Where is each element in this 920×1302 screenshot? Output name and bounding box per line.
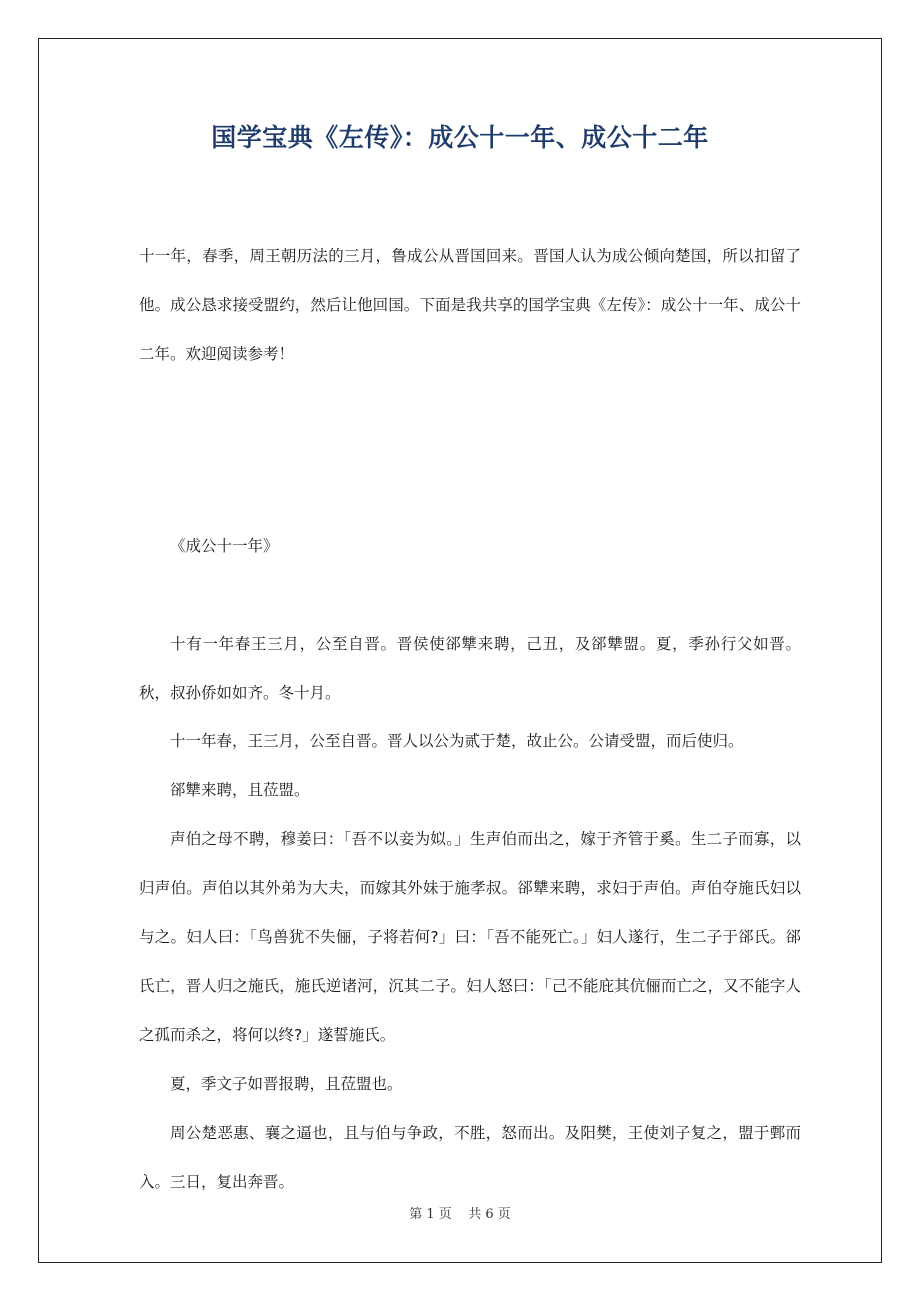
body-paragraph: 郤犨来聘，且莅盟。: [170, 781, 310, 799]
body-paragraph: 十一年春，王三月，公至自晋。晋人以公为贰于楚，故止公。公请受盟，而后使归。: [170, 732, 744, 750]
page-number: 第 1 页: [409, 1207, 452, 1222]
body-paragraph: 周公楚恶惠、襄之逼也，且与伯与争政，不胜，怒而出。及阳樊，王使刘子复之，盟于鄄而入。三日，复出奔晋。: [139, 1124, 801, 1191]
document-title: 国学宝典《左传》：成公十一年、成公十二年: [211, 123, 709, 152]
body-paragraph: 声伯之母不聘，穆姜曰：「吾不以妾为姒。」生声伯而出之，嫁于齐管于奚。生二子而寡，以归声伯。声伯以其外弟为大夫，而嫁其外妹于施孝叔。郤犨来聘，求妇于声伯。声伯夺施氏妇以与之。妇人曰：「鸟兽犹不失俪，子将若何?」曰：「吾不能死亡。」妇人遂行，生二子于郤氏。郤氏亡，晋人归之施氏，施氏逆诸河，沉其二子。妇人怒曰：「己不能庇其伉俪而亡之，又不能字人之孤而杀之，将何以终?」遂誓施氏。: [139, 830, 801, 1044]
page-total: 共 6 页: [468, 1207, 511, 1222]
footer-separator: [452, 1207, 469, 1222]
section-heading: 《成公十一年》: [170, 537, 279, 555]
intro-paragraph: 十一年，春季，周王朝历法的三月，鲁成公从晋国回来。晋国人认为成公倾向楚国，所以扣留了他。成公恳求接受盟约，然后让他回国。下面是我共享的国学宝典《左传》：成公十一年、成公十二年。欢迎阅读参考！: [139, 247, 801, 363]
body-paragraph: 十有一年春王三月，公至自晋。晋侯使郤犨来聘，己丑，及郤犨盟。夏，季孙行父如晋。秋，叔孙侨如如齐。冬十月。: [139, 635, 801, 702]
body-paragraph: 夏，季文子如晋报聘，且莅盟也。: [170, 1075, 403, 1093]
page-footer: [0, 1204, 920, 1226]
